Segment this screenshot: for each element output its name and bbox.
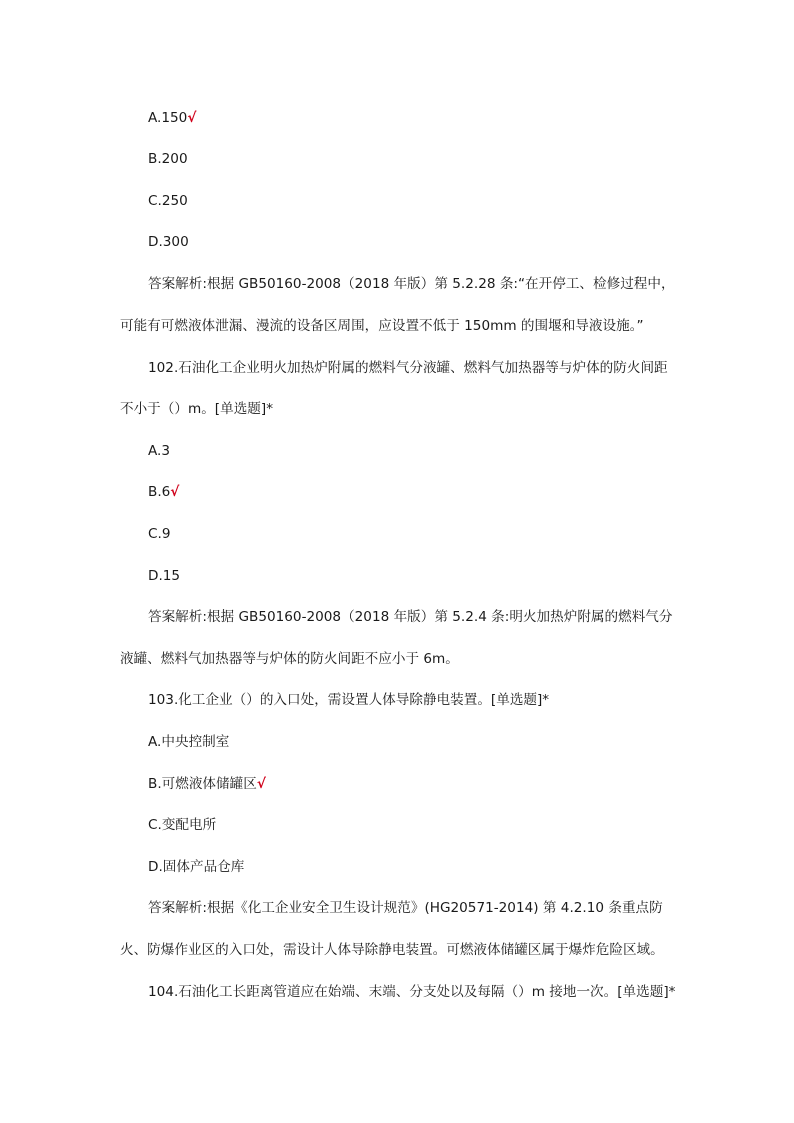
q101-option-d: D.300 [148, 234, 189, 250]
q101-option-a: A.150√ [148, 110, 197, 126]
q102-explanation-line1: 答案解析:根据 GB50160-2008（2018 年版）第 5.2.4 条:明火加热炉附属的燃料气分 [148, 609, 673, 625]
q103-option-a: A.中央控制室 [148, 734, 230, 750]
q101-explanation-line1: 答案解析:根据 GB50160-2008（2018 年版）第 5.2.28 条:“在开停工、检修过程中， [148, 276, 675, 292]
q103-option-c: C.变配电所 [148, 817, 217, 833]
q102-option-d: D.15 [148, 568, 181, 584]
q101-option-c: C.250 [148, 193, 188, 209]
q103-stem: 103.化工企业（）的入口处，需设置人体导除静电装置。[单选题]* [148, 692, 550, 708]
q103-explanation-line1: 答案解析:根据《化工企业安全卫生设计规范》(HG20571-2014) 第 4.2.10 条重点防 [148, 900, 663, 916]
q101-option-b: B.200 [148, 151, 188, 167]
q103-explanation-line2: 火、防爆作业区的入口处，需设计人体导除静电装置。可燃液体储罐区属于爆炸危险区域。 [120, 942, 664, 958]
q102-stem-line1: 102.石油化工企业明火加热炉附属的燃料气分液罐、燃料气加热器等与炉体的防火间距 [148, 360, 668, 376]
correct-check-icon: √ [256, 776, 266, 792]
q101-explanation-line2: 可能有可燃液体泄漏、漫流的设备区周围，应设置不低于 150mm 的围堰和导液设施。” [120, 318, 644, 334]
q102-option-b: B.6√ [148, 484, 180, 500]
q103-option-b: B.可燃液体储罐区√ [148, 776, 266, 792]
q103-option-d: D.固体产品仓库 [148, 859, 245, 875]
correct-check-icon: √ [187, 110, 197, 126]
q102-stem-line2: 不小于（）m。[单选题]* [120, 401, 273, 417]
q102-option-a: A.3 [148, 443, 171, 459]
q102-explanation-line2: 液罐、燃料气加热器等与炉体的防火间距不应小于 6m。 [120, 651, 459, 667]
correct-check-icon: √ [170, 484, 180, 500]
q102-option-c: C.9 [148, 526, 171, 542]
q104-stem: 104.石油化工长距离管道应在始端、末端、分支处以及每隔（）m 接地一次。[单选题]* [148, 984, 676, 1000]
